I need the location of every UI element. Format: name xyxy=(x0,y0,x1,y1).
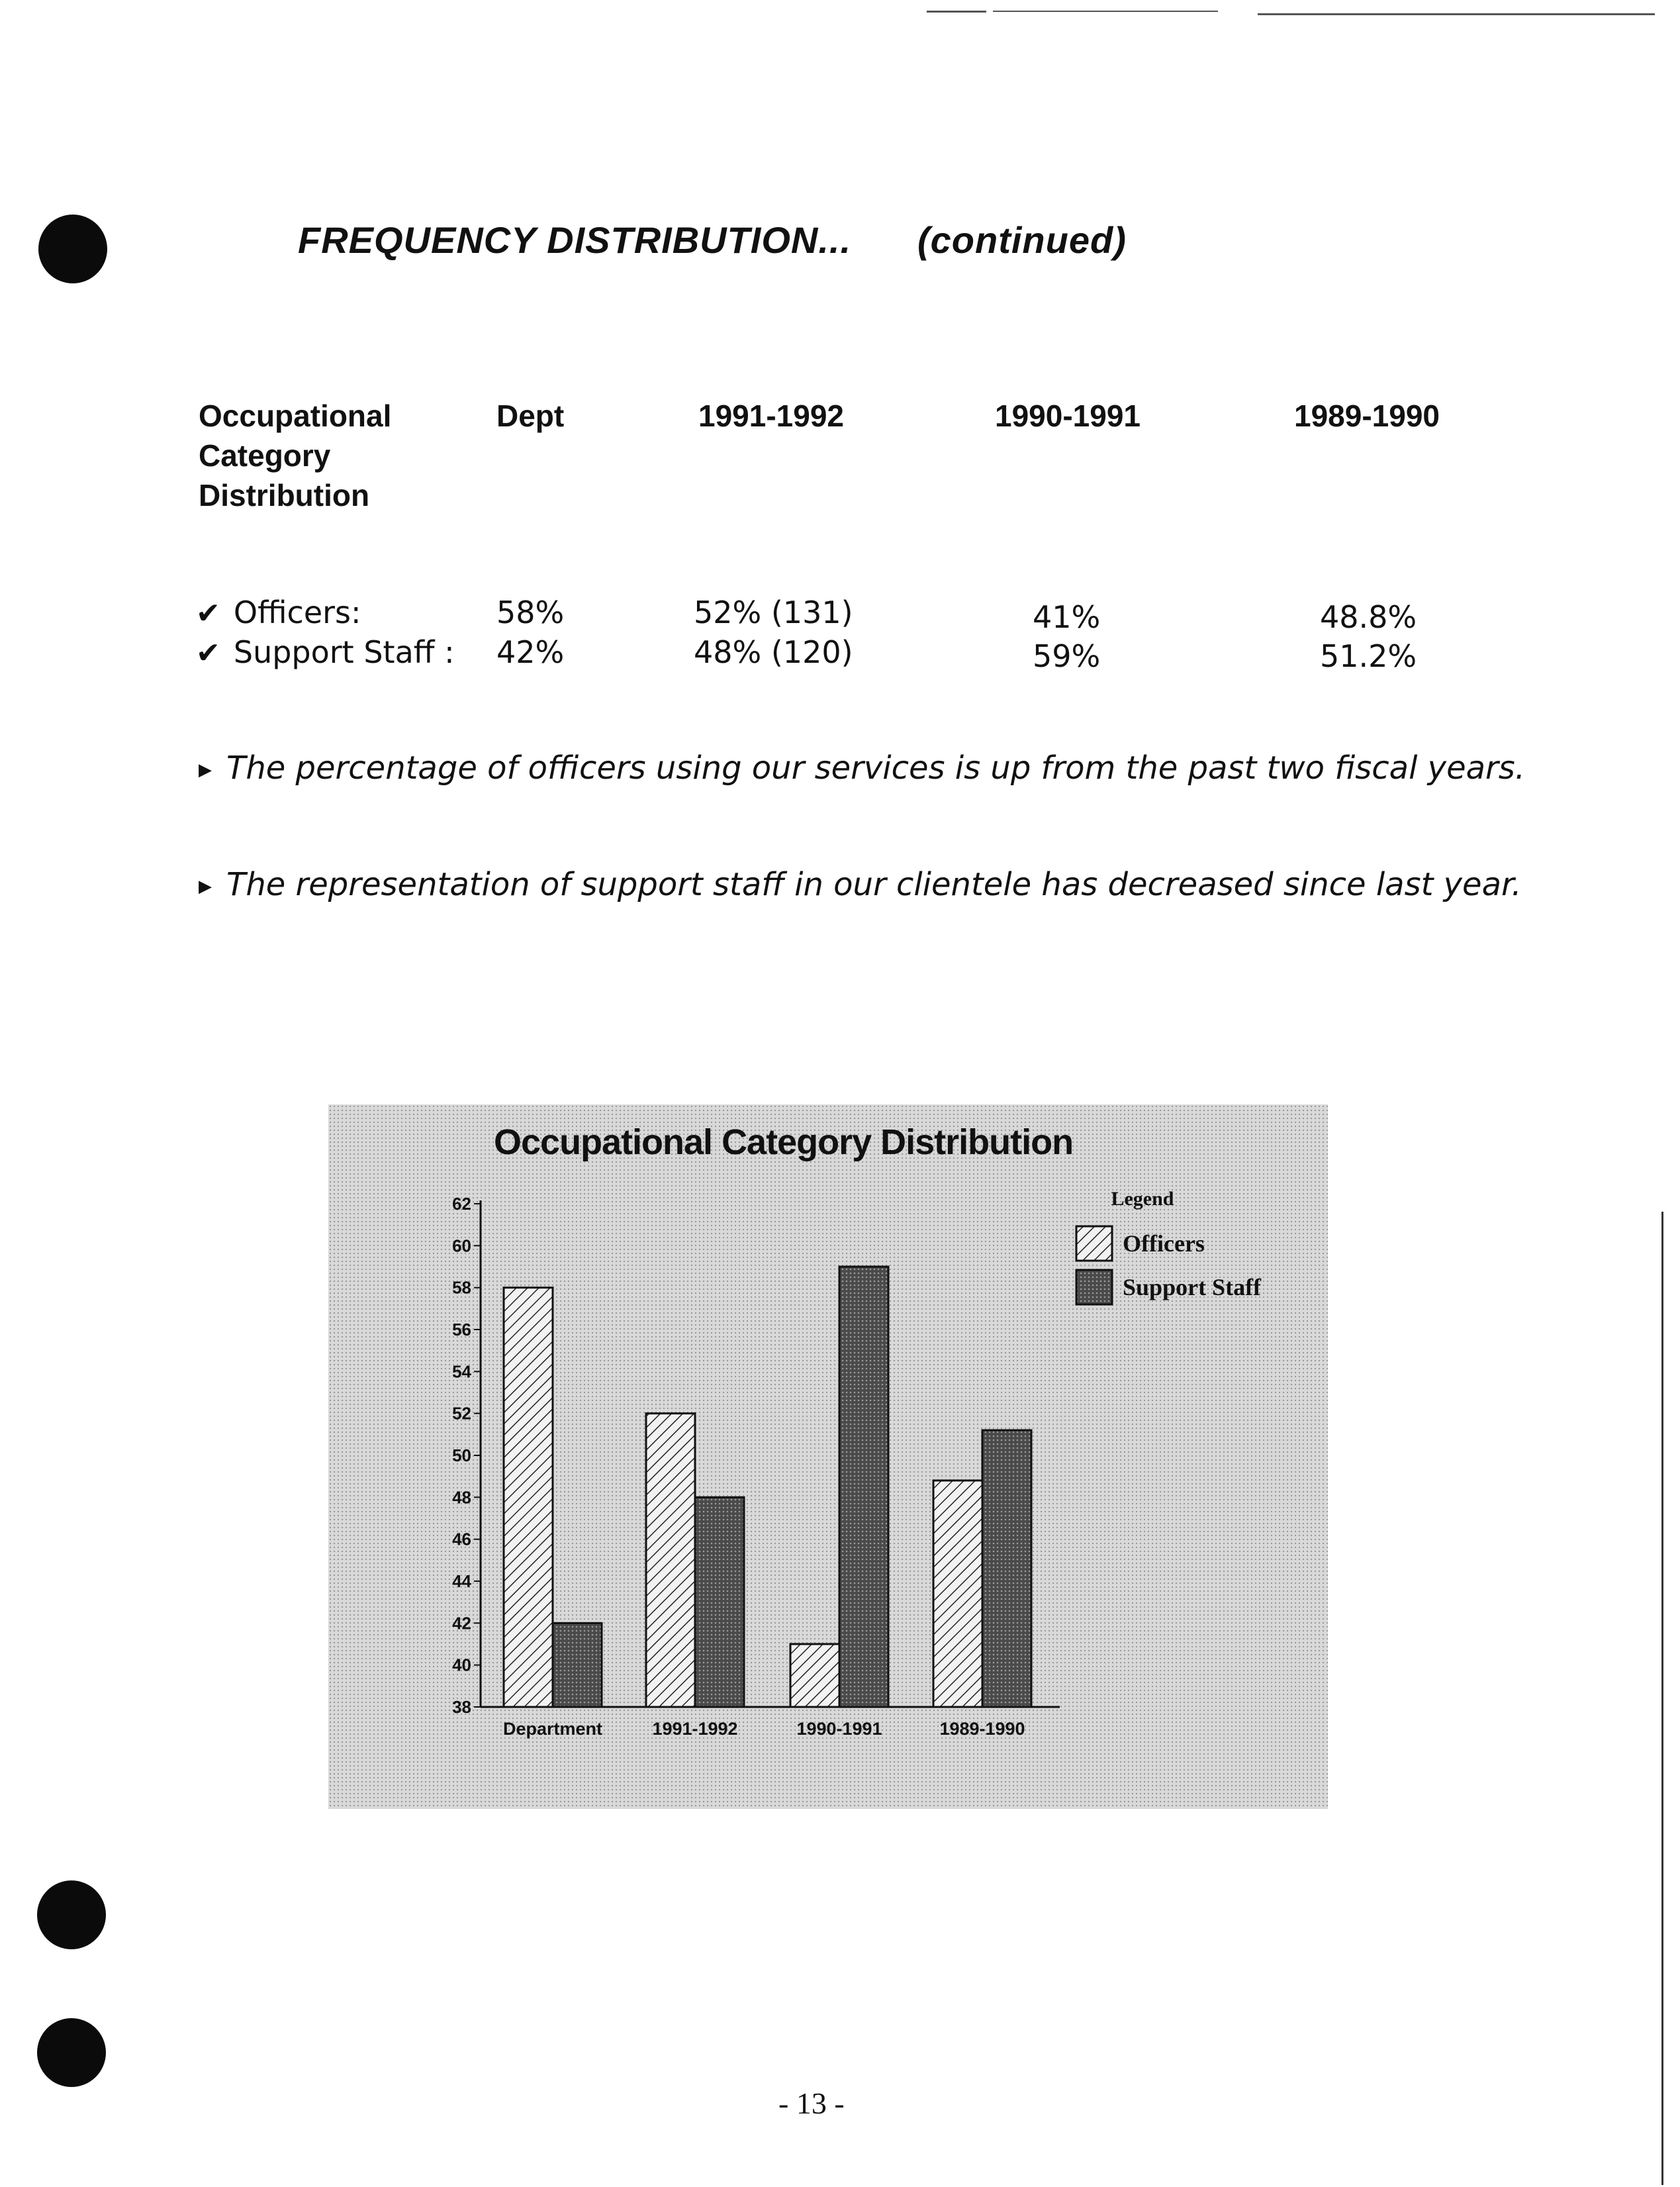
table-cell: 48.8% xyxy=(1320,599,1417,635)
scan-line xyxy=(1258,13,1655,15)
table-cell: 51.2% xyxy=(1320,638,1417,674)
bar-support-staff xyxy=(982,1430,1031,1707)
y-tick-label: 58 xyxy=(452,1277,471,1298)
chart-panel xyxy=(328,1104,1328,1809)
y-tick-label: 40 xyxy=(452,1655,471,1675)
legend-swatch-officers xyxy=(1076,1226,1112,1261)
row-label-officers xyxy=(196,595,361,630)
y-tick-label: 46 xyxy=(452,1529,471,1549)
row-label-support-staff xyxy=(196,634,455,670)
y-tick-label: 62 xyxy=(452,1194,471,1214)
y-tick-label: 42 xyxy=(452,1613,471,1633)
page-heading xyxy=(298,219,1127,262)
chart-title: Occupational Category Distribution xyxy=(494,1122,1074,1162)
y-tick-label: 50 xyxy=(452,1445,471,1465)
table-cell: 58% xyxy=(496,595,565,630)
note-officers xyxy=(199,750,1525,787)
table-cell: 59% xyxy=(1033,638,1101,674)
bar-chart xyxy=(328,1104,1328,1809)
y-tick-label: 60 xyxy=(452,1236,471,1256)
column-header-1989-1990: 1989-1990 xyxy=(1294,399,1440,433)
heading-title: FREQUENCY DISTRIBUTION... xyxy=(298,219,852,261)
y-tick-label: 44 xyxy=(452,1571,471,1591)
legend-title: Legend xyxy=(1111,1188,1174,1210)
x-tick-label: 1990-1991 xyxy=(796,1719,882,1739)
header-line: Distribution xyxy=(199,478,370,512)
bar-officers xyxy=(790,1644,839,1707)
binder-hole-bottom xyxy=(37,2018,106,2087)
column-header-1991-1992: 1991-1992 xyxy=(698,399,844,433)
y-tick-label: 54 xyxy=(452,1361,471,1382)
row-label: Officers: xyxy=(233,595,361,630)
bar-support-staff xyxy=(553,1623,602,1707)
binder-hole-top xyxy=(38,215,107,283)
column-header-1990-1991: 1990-1991 xyxy=(995,399,1141,433)
checkmark-icon: ✔ xyxy=(196,597,220,630)
column-header-dept: Dept xyxy=(496,399,565,433)
y-tick-label: 38 xyxy=(452,1697,471,1717)
heading-continued: (continued) xyxy=(917,219,1127,261)
header-line: Category xyxy=(199,438,331,473)
bar-support-staff xyxy=(839,1267,888,1707)
table-cell: 42% xyxy=(496,634,565,670)
x-tick-label: 1989-1990 xyxy=(939,1719,1025,1739)
legend-swatch-support-staff xyxy=(1076,1270,1112,1304)
x-tick-label: Department xyxy=(502,1719,603,1739)
y-tick-label: 52 xyxy=(452,1403,471,1424)
table-cell: 41% xyxy=(1033,599,1101,635)
legend-label: Support Staff xyxy=(1123,1274,1262,1300)
page-number: - 13 - xyxy=(778,2086,845,2120)
table-header-category xyxy=(199,396,391,515)
checkmark-icon: ✔ xyxy=(196,636,220,670)
bar-officers xyxy=(646,1414,695,1707)
table-cell: 48% (120) xyxy=(694,634,853,670)
bar-officers xyxy=(504,1288,553,1707)
bar-support-staff xyxy=(695,1497,744,1707)
scan-edge xyxy=(1661,1212,1663,2185)
row-label: Support Staff : xyxy=(233,634,455,670)
scan-line xyxy=(927,11,986,13)
bar-officers xyxy=(933,1481,982,1707)
table-cell: 52% (131) xyxy=(694,595,853,630)
y-tick-label: 48 xyxy=(452,1487,471,1508)
x-tick-label: 1991-1992 xyxy=(652,1719,738,1739)
bullet-arrow-icon: ▶ xyxy=(199,877,212,897)
scan-line xyxy=(993,11,1218,12)
y-tick-label: 56 xyxy=(452,1320,471,1339)
legend-label: Officers xyxy=(1123,1230,1205,1257)
header-line: Occupational xyxy=(199,399,392,433)
bullet-arrow-icon: ▶ xyxy=(199,760,212,780)
note-text: The percentage of officers using our services is up from the past two fiscal years. xyxy=(226,750,1526,787)
binder-hole-middle xyxy=(37,1880,106,1949)
note-text: The representation of support staff in our clientele has decreased since last year. xyxy=(226,866,1522,903)
note-support-staff xyxy=(199,866,1522,903)
